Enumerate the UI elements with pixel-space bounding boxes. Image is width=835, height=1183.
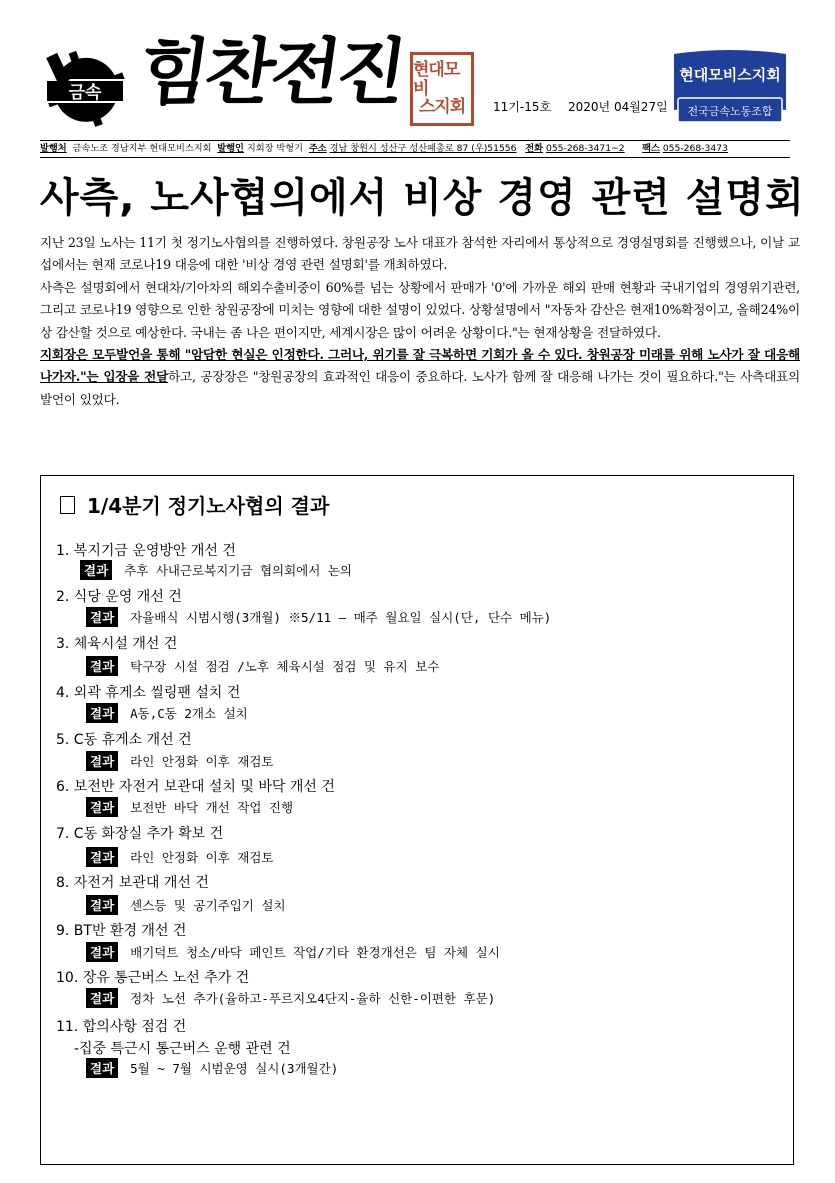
checkbox-square-icon — [60, 496, 75, 514]
result-text: 자율배식 시범시행(3개월) ※5/11 – 매주 월요일 실시(단, 단수 메뉴) — [130, 610, 552, 625]
headline: 사측, 노사협의에서 비상 경영 관련 설명회 — [40, 175, 805, 221]
result-text: 정차 노선 추가(율하고-푸르지오4단지-율하 신한-이편한 후문) — [130, 991, 496, 1006]
branch-flag-icon — [670, 48, 790, 130]
result-row — [86, 942, 500, 962]
result-text: A동,C동 2개소 설치 — [130, 706, 248, 721]
article-paragraph-1: 지난 23일 노사는 11기 첫 정기노사협의를 진행하였다. 창원공장 노사 대표가 참석한 자리에서 통상적으로 경영설명회를 진행했으나, 이날 교섭에서는 현재 코로나19 대응에 대한 '비상 경영 관련 설명회'를 개최하였다. — [40, 235, 800, 273]
result-text: 보전반 바닥 개선 작업 진행 — [130, 800, 294, 815]
result-tag-badge: 결과 — [86, 942, 118, 962]
plant-manager-statement: 하고, 공장장은 "창원공장의 효과적인 대응이 중요하다. 노사가 함께 잘 대응해 나가는 것이 필요하다."는 사측대표의 발언이 있었다. — [40, 369, 801, 407]
result-tag-badge: 결과 — [86, 703, 118, 723]
result-text: 라인 안정화 이후 재검토 — [130, 850, 274, 865]
result-item-title: 6. 보전반 자전거 보관대 설치 및 바닥 개선 건 — [56, 779, 335, 795]
branch-seal — [410, 52, 474, 126]
result-row — [86, 607, 551, 627]
result-item-title: 7. C동 화장실 추가 확보 건 — [56, 826, 224, 842]
result-tag-badge: 결과 — [86, 847, 118, 867]
result-tag-badge: 결과 — [86, 1058, 118, 1078]
result-item-title: 11. 합의사항 점검 건 — [56, 1019, 187, 1035]
result-row — [86, 656, 439, 676]
newsletter-title: 힘찬전진 — [134, 30, 409, 114]
chief-statement: 지회장은 모두발언을 통해 "암담한 현실은 인정한다. 그러나, 위기를 잘 극복하면 기회가 올 수 있다. 창원공장 미래를 위해 노사가 잘 대응해 나가자."는 입장을 전달 — [40, 347, 800, 385]
phone-label: 전화 — [525, 143, 544, 154]
union-logo-icon — [40, 44, 130, 130]
result-item-title: 4. 외곽 휴게소 씰링팬 설치 건 — [56, 685, 241, 701]
result-tag-badge: 결과 — [86, 751, 118, 771]
result-row — [80, 560, 352, 580]
result-tag-badge: 결과 — [86, 797, 118, 817]
seal-text-line-2: 스지회 — [418, 97, 466, 118]
fax-label: 팩스 — [642, 143, 660, 154]
result-text: 5월 ~ 7월 시범운영 실시(3개월간) — [130, 1061, 339, 1076]
result-row — [86, 895, 286, 915]
issuer-label: 발행처 — [40, 143, 67, 154]
result-row — [86, 847, 273, 867]
result-item-title: 5. C동 휴게소 개선 건 — [56, 732, 192, 748]
result-row — [86, 703, 248, 723]
issue-number: 11기-15호 — [493, 100, 552, 114]
result-item-title: 1. 복지기금 운영방안 개선 건 — [56, 543, 236, 559]
article-paragraph-3 — [40, 344, 800, 411]
article-body — [40, 232, 800, 411]
result-text: 라인 안정화 이후 재검토 — [130, 754, 274, 769]
publisher: 지회장 박형기 — [246, 143, 304, 154]
result-item-title: 9. BT반 환경 개선 건 — [56, 923, 187, 939]
phone: 055-268-3471~2 — [545, 143, 625, 154]
union-badge-text: 금속 — [68, 83, 102, 103]
results-title — [60, 490, 329, 519]
result-item-title: 2. 식당 운영 개선 건 — [56, 589, 182, 605]
result-item-title: 3. 체육시설 개선 건 — [56, 636, 178, 652]
result-tag-badge: 결과 — [86, 988, 118, 1008]
result-text: 센스등 및 공기주입기 설치 — [130, 898, 286, 913]
flag-top-text: 현대모비스지회 — [679, 66, 781, 84]
result-tag-badge: 결과 — [80, 560, 112, 580]
result-item-title: 10. 장유 통근버스 노선 추가 건 — [56, 970, 250, 986]
result-tag-badge: 결과 — [86, 895, 118, 915]
result-row — [86, 797, 293, 817]
result-text: 배기덕트 청소/바닥 페인트 작업/기타 환경개선은 팀 자체 실시 — [130, 945, 500, 960]
result-text: 탁구장 시설 점검 /노후 체육시설 점검 및 유지 보수 — [130, 659, 440, 674]
flag-bottom-text: 전국금속노동조합 — [687, 105, 773, 118]
result-row — [86, 988, 495, 1008]
issuer: 금속노조 경남지부 현대모비스지회 — [72, 143, 212, 154]
result-item-subtitle: -집중 특근시 통근버스 운행 관련 건 — [74, 1041, 291, 1057]
issue-date: 2020년 04월27일 — [568, 100, 668, 114]
result-row — [86, 1058, 338, 1078]
address: 경남 창원시 성산구 성산패총로 87 (우)51556 — [329, 143, 517, 154]
result-tag-badge: 결과 — [86, 656, 118, 676]
result-row — [86, 751, 273, 771]
fax: 055-268-3473 — [662, 143, 728, 154]
publisher-label: 발행인 — [217, 143, 244, 154]
seal-text-line-1: 현대모비 — [413, 59, 460, 99]
results-title-text: 1/4분기 정기노사협의 결과 — [87, 494, 330, 518]
address-label: 주소 — [308, 143, 327, 154]
publisher-info-bar — [40, 140, 790, 158]
result-text: 추후 사내근로복지기금 협의회에서 논의 — [124, 563, 353, 578]
result-item-title: 8. 자전거 보관대 개선 건 — [56, 875, 209, 891]
result-tag-badge: 결과 — [86, 607, 118, 627]
article-paragraph-2: 사측은 설명회에서 현대차/기아차의 해외수출비중이 60%를 넘는 상황에서 판매가 '0'에 가까운 해외 판매 현황과 국내기업의 경영위기관련, 그리고 코로나19 영향으로 인한 창원공장에 미치는 영향에 대한 설명이 있었다. 상황설명에서 "자동차 감산은 현재10%확정이고, 올해24%이상 감산할 것으로 예상한다. 국내는 좀 나은 편이지만, 세계시장은 많이 어려운 상황이다."는 현재상황을 전달하였다. — [40, 279, 800, 340]
